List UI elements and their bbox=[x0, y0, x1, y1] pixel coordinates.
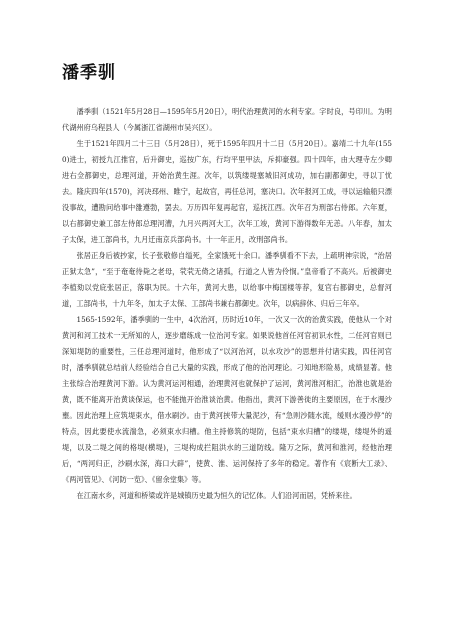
paragraph-jiangnan: 在江南水乡，河道和桥梁或许是城镇历史最为恒久的记忆体。人们沿河而居，凭桥来往。 bbox=[76, 491, 357, 500]
document-body bbox=[62, 104, 392, 504]
document-title: 潘季驯 bbox=[62, 63, 116, 83]
paragraph-river-management: 1565-1592年，潘季驯的一生中，4次治河，历时近10年，一次又一次的治黄实践，使他从一个对黄河和河工技术一无所知的人，逐步磨练成一位治河专家。如果说他首任河官初识水性，二任河官则已深知堤防的重要性，三任总理河道时，他形成了“以河治河，以水攻沙”的思想并付诸实践，四任河官时，潘季驯就总结前人经验结合自己大量的实践，形成了他的治河理论。刁知地形险易，成绩显著。他主张综合治理黄河下游。认为黄河运河相通，治理黄河也就保护了运河，黄河淮河相汇，治淮也就是治黄，既不能离开治黄谈保运，也不能抛开治淮谈治黄。他指出，黄河下游善徙的主要原因，在于水漫沙壅。因此治理上应筑堤束水，借水刷沙。由于黄河挟带大量泥沙，有“急则沙随水流，缓则水漫沙停”的特点，因此要使水流湍急，必须束水归槽。他主持修筑的堤防，包括“束水归槽”的缕堤，缕堤外的遥堤，以及二堤之间的格堤(横堤)，三堤构成拦阻洪水的三道防线。隆万之际，黄河和淮河，经他治理后，“两河归正，沙刷水深，海口大辟”，使黄、淮、运河保持了多年的稳定。著作有《宸断大工录》、《两河管见》、《河防一览》、《留余堂集》等。 bbox=[62, 315, 392, 484]
paragraph-intro: 潘季驯（1521年5月28日—1595年5月20日），明代治理黄河的水利专家。字时良，号印川。为明代湖州府乌程县人（今属浙江省湖州市吴兴区）。 bbox=[62, 107, 392, 132]
paragraph-career: 生于1521年四月二十三日（5月28日），死于1595年四月十二日（5月20日）。嘉靖二十九年(1550)进士，初授九江推官，后升御史，巡按广东，行均平里甲法，斥抑豪强。四十四年，由大理寺左少卿进右佥都御史，总理河道，开始治黄生涯。次年，以筑缕堤塞城旧河成功，加右副都御史，寻以丁忧去。隆庆四年(1570)，河决邳州、睢宁，起故官，再任总河，塞决口。次年报河工成，寻以运输船只漂没事故，遭勘问给事中雒遵勃，罢去。万历四年复再起官，巡抚江西。次年召为刑部右侍郎。六年夏，以右都御史兼工部左侍郎总理河漕，九月兴两河大工，次年工竣，黄河下游得数年无恙。八年春，加太子太保，进工部尚书，九月迁南京兵部尚书。十一年正月，改刑部尚书。 bbox=[62, 139, 392, 244]
paragraph-zhang-juzheng: 张居正身后被抄家，长子张敬修自缢死，全家饿死十余口。潘季驯看不下去，上疏明神宗说，“治居正狱太急”，“至于奄奄待毙之老母，茕茕无倚之诸孤，行道之人皆为伶悯。”皇帝看了不高兴。后被御史李植劾以党庇张居正，落职为民。十六年，黄河大患，以给事中梅国楼等荐，复官右都御史，总督河道，工部尚书，十九年冬，加太子太保、工部尚书兼右都御史。次年，以病辞休、归后三年卒。 bbox=[62, 251, 392, 308]
